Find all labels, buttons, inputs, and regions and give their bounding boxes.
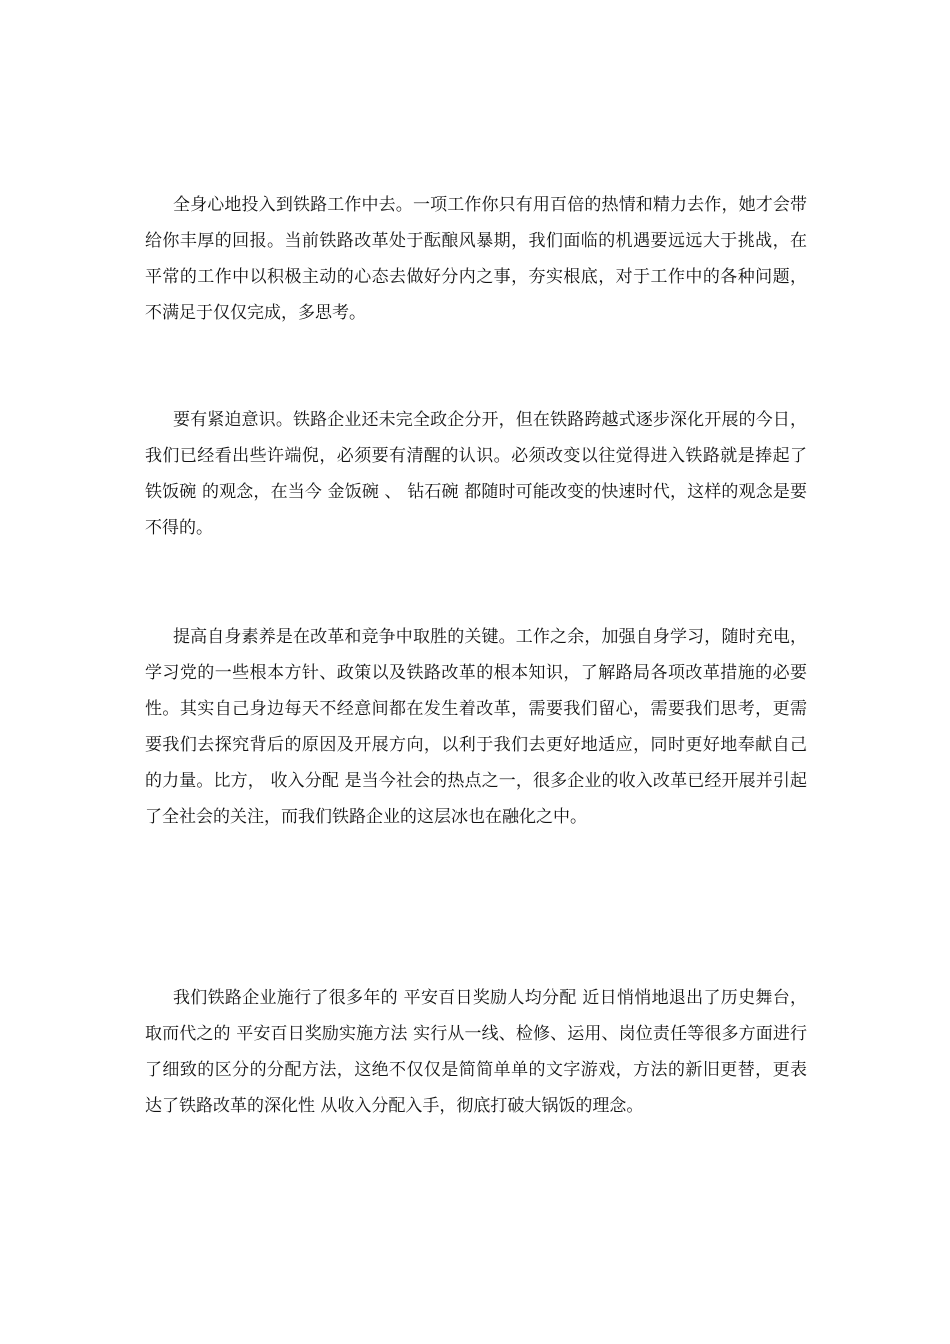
paragraph-income-reform: 我们铁路企业施行了很多年的 平安百日奖励人均分配 近日悄悄地退出了历史舞台，取而代之的 平安百日奖励实施方法 实行从一线、检修、运用、岗位责任等很多方面进行了细致的区分的分配方法，这绝不仅仅是简简单单的文字游戏，方法的新旧更替，更表达了铁路改革的深化性 从收入分配入手，彻底打破大锅饭的理念。	[145, 988, 807, 1116]
paragraph-urgency: 要有紧迫意识。铁路企业还未完全政企分开，但在铁路跨越式逐步深化开展的今日，我们已经看出些许端倪，必须要有清醒的认识。必须改变以往觉得进入铁路就是捧起了 铁饭碗 的观念，在当今 金饭碗 、 钻石碗 都随时可能改变的快速时代，这样的观念是要不得的。	[145, 410, 807, 538]
paragraph-self-improvement: 提高自身素养是在改革和竞争中取胜的关键。工作之余，加强自身学习，随时充电，学习党的一些根本方针、政策以及铁路改革的根本知识，了解路局各项改革措施的必要性。其实自己身边每天不经意间都在发生着改革，需要我们留心，需要我们思考，更需要我们去探究背后的原因及开展方向，以利于我们去更好地适应，同时更好地奉献自己的力量。比方， 收入分配 是当今社会的热点之一，很多企业的收入改革已经开展并引起了全社会的关注，而我们铁路企业的这层冰也在融化之中。	[145, 627, 807, 827]
paragraph-dedication: 全身心地投入到铁路工作中去。一项工作你只有用百倍的热情和精力去作，她才会带给你丰厚的回报。当前铁路改革处于酝酿风暴期，我们面临的机遇要远远大于挑战，在平常的工作中以积极主动的心态去做好分内之事，夯实根底，对于工作中的各种问题，不满足于仅仅完成，多思考。	[145, 195, 807, 323]
